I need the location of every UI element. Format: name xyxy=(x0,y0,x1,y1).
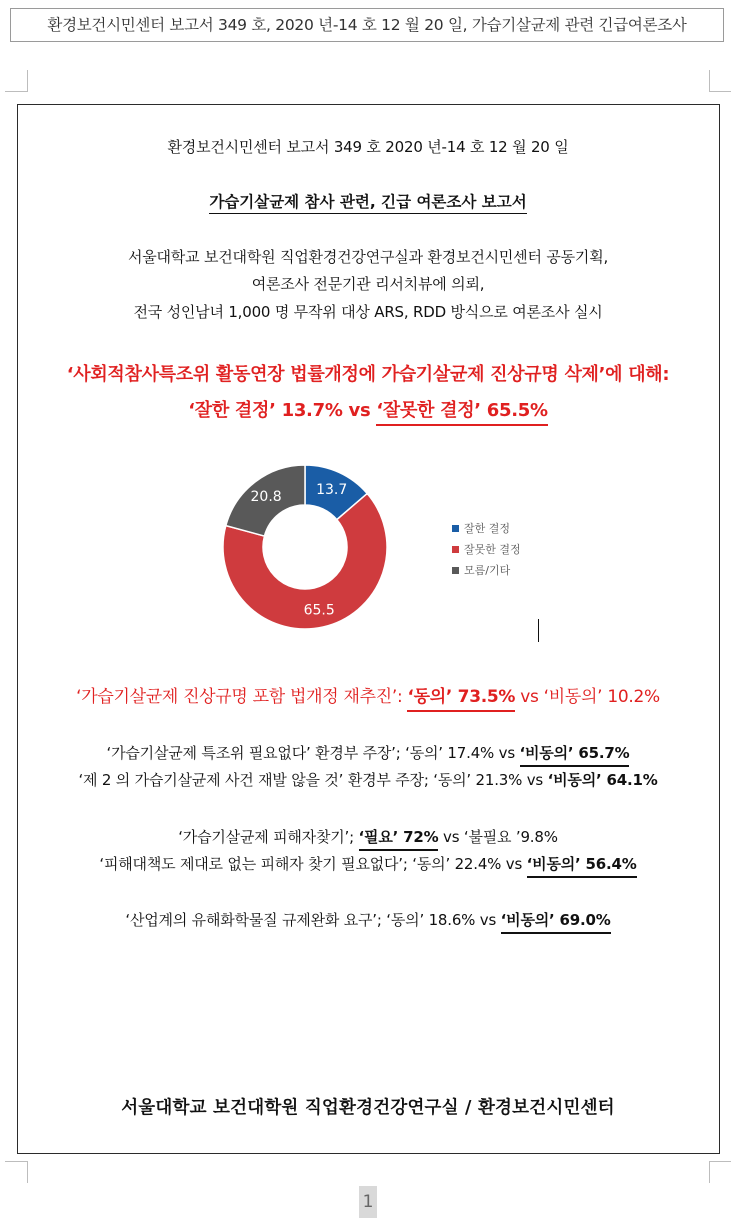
document-title xyxy=(0,190,736,212)
legend-label: 잘못한 결정 xyxy=(464,543,521,556)
result-bold: ‘비동의’ 56.4% xyxy=(527,855,637,878)
slice-label: 65.5 xyxy=(303,602,335,619)
crop-mark xyxy=(27,1161,28,1183)
result-line xyxy=(0,742,736,763)
footer-organizations: 서울대학교 보건대학원 직업환경건강연구실 / 환경보건시민센터 xyxy=(121,1098,615,1118)
result-text: vs ‘불필요 ’9.8% xyxy=(438,828,558,846)
headline-question: ‘사회적참사특조위 활동연장 법률개정에 가습기살균제 진상규명 삭제’에 대해: xyxy=(66,364,670,385)
headline-bad: ‘잘못한 결정’ 65.5% xyxy=(376,400,547,426)
finding-prefix: ‘가습기살균제 진상규명 포함 법개정 재추진’: xyxy=(76,687,408,707)
legend-label: 잘한 결정 xyxy=(464,522,511,535)
result-line xyxy=(0,769,736,790)
result-bold: ‘비동의’ 65.7% xyxy=(520,744,630,767)
legend-item xyxy=(452,562,510,578)
legend-item xyxy=(452,541,521,557)
page-number: 1 xyxy=(359,1186,377,1218)
crop-mark xyxy=(5,1161,27,1162)
legend-swatch xyxy=(452,525,459,532)
legend-swatch xyxy=(452,567,459,574)
slice-label: 13.7 xyxy=(316,481,348,498)
headline-good: ‘잘한 결정’ 13.7% xyxy=(188,400,343,421)
result-line xyxy=(0,909,736,930)
legend-label: 모름/기타 xyxy=(464,564,511,577)
result-bold: ‘필요’ 72% xyxy=(359,828,439,851)
result-bold: ‘비동의’ 69.0% xyxy=(501,911,611,934)
report-line: 환경보건시민센터 보고서 349 호 2020 년-14 호 12 월 20 일 xyxy=(167,138,569,156)
key-finding xyxy=(0,682,736,707)
result-line xyxy=(0,826,736,847)
intro-line: 전국 성인남녀 1,000 명 무작위 대상 ARS, RDD 방식으로 여론조사 실시 xyxy=(133,303,603,321)
headline-vs: vs xyxy=(342,400,377,421)
finding-rest: vs ‘비동의’ 10.2% xyxy=(515,687,660,707)
result-line xyxy=(0,853,736,874)
result-text: ‘피해대책도 제대로 없는 피해자 찾기 필요없다’; ‘동의’ 22.4% vs xyxy=(99,855,527,873)
intro-line: 여론조사 전문기관 리서치뷰에 의뢰, xyxy=(251,275,485,293)
headline-result xyxy=(0,396,736,422)
legend-swatch xyxy=(452,546,459,553)
result-text: ‘가습기살균제 특조위 필요없다’ 환경부 주장’; ‘동의’ 17.4% vs xyxy=(106,744,520,762)
crop-mark xyxy=(709,1161,731,1162)
result-text: ‘제 2 의 가습기살균제 사건 재발 않을 것’ 환경부 주장; ‘동의’ 21.3% vs xyxy=(78,771,548,789)
crop-mark xyxy=(709,70,710,92)
legend-item xyxy=(452,520,510,536)
intro-line: 서울대학교 보건대학원 직업환경건강연구실과 환경보건시민센터 공동기획, xyxy=(127,248,609,266)
crop-mark xyxy=(709,91,731,92)
result-text: ‘가습기살균제 피해자찾기’; xyxy=(178,828,359,846)
crop-mark xyxy=(5,91,27,92)
slice-label: 20.8 xyxy=(250,489,282,506)
crop-mark xyxy=(27,70,28,92)
crop-mark xyxy=(709,1161,710,1183)
result-text: ‘산업계의 유해화학물질 규제완화 요구’; ‘동의’ 18.6% vs xyxy=(125,911,501,929)
finding-agree: ‘동의’ 73.5% xyxy=(407,687,515,712)
running-header: 환경보건시민센터 보고서 349 호, 2020 년-14 호 12 월 20 일, 가습기살균제 관련 긴급여론조사 xyxy=(10,8,724,42)
donut-chart xyxy=(220,462,390,632)
result-bold: ‘비동의’ 64.1% xyxy=(547,771,658,789)
text-cursor xyxy=(538,619,539,642)
document-title-text: 가습기살균제 참사 관련, 긴급 여론조사 보고서 xyxy=(209,193,526,214)
